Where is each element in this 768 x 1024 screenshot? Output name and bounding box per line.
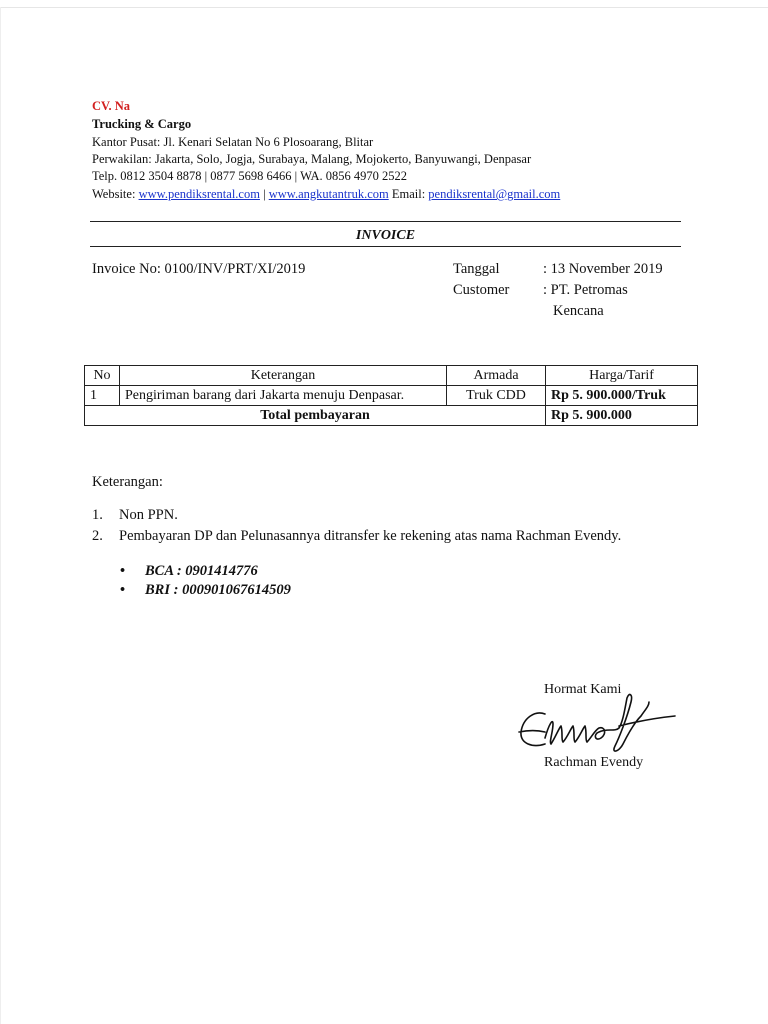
table-total-row [85,406,698,426]
title-divider-top [90,221,681,222]
table-row [85,386,698,406]
note-item [92,505,621,526]
website-link-1[interactable]: www.pendiksrental.com [138,187,260,201]
signer-name: Rachman Evendy [544,755,644,770]
website-label: Website: [92,187,139,201]
closing-greeting: Hormat Kami [544,682,622,697]
website-link-2[interactable]: www.angkutantruk.com [268,187,389,201]
header-harga: Harga/Tarif [546,366,698,386]
bank-account-item [120,562,291,581]
signature-image [515,688,685,758]
email-label: Email: [388,187,429,201]
total-value: Rp 5. 900.000 [546,406,698,426]
total-label: Total pembayaran [85,406,546,426]
customer-value-line2: Kencana [553,303,604,319]
header-armada: Armada [447,366,546,386]
website-separator: | [259,187,269,201]
cell-keterangan: Pengiriman barang dari Jakarta menuju Denpasar. [120,386,447,406]
customer-label: Customer [453,282,510,298]
company-website-line [92,186,560,203]
note-number: 1. [92,507,103,523]
table-header-row [85,366,698,386]
notes-list [92,505,621,547]
bank-account-text: BRI : 000901067614509 [145,582,291,598]
notes-title: Keterangan: [92,474,163,490]
date-value: : 13 November 2019 [543,261,663,277]
note-item [92,526,621,547]
bullet-icon: • [120,582,126,598]
email-link[interactable]: pendiksrental@gmail.com [428,187,561,201]
note-text: Pembayaran DP dan Pelunasannya ditransfer ke rekening atas nama Rachman Evendy. [119,528,622,544]
company-phones: Telp. 0812 3504 8878 | 0877 5698 6466 | WA. 0856 4970 2522 [92,169,408,183]
header-no: No [85,366,120,386]
company-address: Kantor Pusat: Jl. Kenari Selatan No 6 Plosoarang, Blitar [92,135,374,149]
bullet-icon: • [120,563,126,579]
bank-account-text: BCA : 0901414776 [145,563,258,579]
invoice-number: Invoice No: 0100/INV/PRT/XI/2019 [92,261,306,277]
company-name: CV. Na [92,99,130,113]
page-top-edge [0,7,768,8]
note-text: Non PPN. [119,507,178,523]
cell-harga: Rp 5. 900.000/Truk [546,386,698,406]
bank-accounts-list [120,562,291,600]
company-tagline: Trucking & Cargo [92,117,192,131]
bank-account-item [120,581,291,600]
customer-value: : PT. Petromas [543,282,628,298]
header-keterangan: Keterangan [120,366,447,386]
page-left-edge [0,7,1,1024]
invoice-items-table [84,365,698,426]
cell-armada: Truk CDD [447,386,546,406]
cell-no: 1 [85,386,120,406]
invoice-title: INVOICE [355,228,416,243]
title-divider-bottom [90,246,681,247]
date-label: Tanggal [453,261,500,277]
company-branches: Perwakilan: Jakarta, Solo, Jogja, Surabaya, Malang, Mojokerto, Banyuwangi, Denpasar [92,152,532,166]
note-number: 2. [92,528,103,544]
